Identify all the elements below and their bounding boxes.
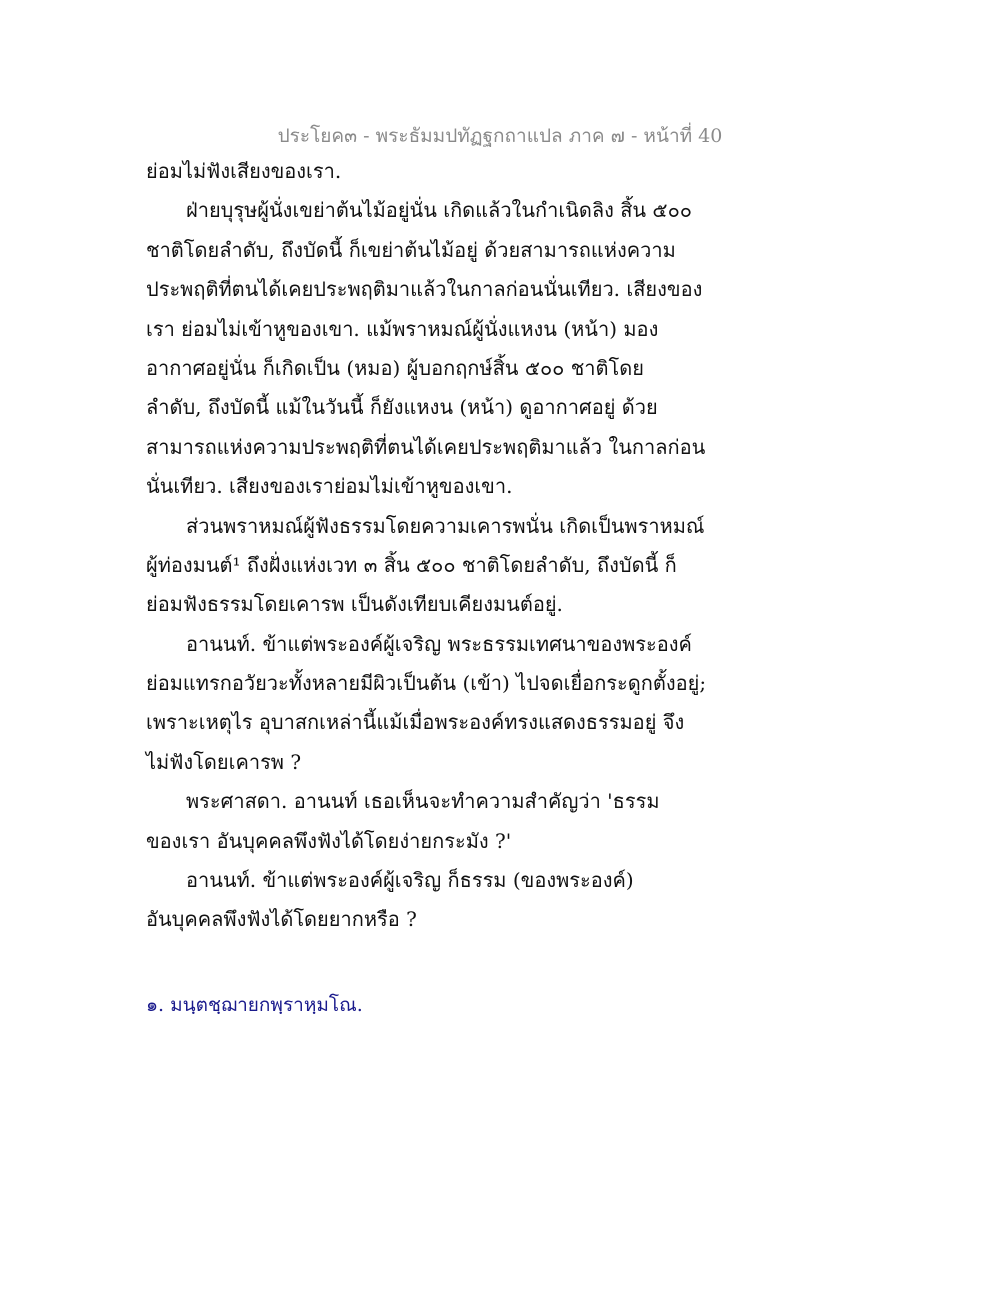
text-line: ของเรา อันบุคคลพึงฟังได้โดยง่ายกระมัง ?'	[146, 828, 512, 853]
text-line: ฝ่ายบุรุษผู้นั่งเขย่าต้นไม้อยู่นั่น เกิดแล้วในกำเนิดลิง สิ้น ๕๐๐	[186, 198, 692, 223]
footnote: ๑. มนฺตชฺฌายกพฺราหฺมโณ.	[146, 994, 363, 1016]
text-line: ลำดับ, ถึงบัดนี้ แม้ในวันนี้ ก็ยังแหงน (หน้า) ดูอากาศอยู่ ด้วย	[146, 395, 658, 420]
text-line: ย่อมไม่ฟังเสียงของเรา.	[146, 159, 342, 183]
text-line: ย่อมฟังธรรมโดยเคารพ เป็นดังเทียบเคียงมนต์อยู่.	[146, 592, 563, 617]
text-line: อากาศอยู่นั่น ก็เกิดเป็น (หมอ) ผู้บอกฤกษ์สิ้น ๕๐๐ ชาติโดย	[146, 355, 644, 380]
text-line: อานนท์. ข้าแต่พระองค์ผู้เจริญ พระธรรมเทศนาของพระองค์	[186, 631, 692, 656]
text-line: ย่อมแทรกอวัยวะทั้งหลายมีผิวเป็นต้น (เข้า) ไปจดเยื่อกระดูกตั้งอยู่;	[146, 671, 707, 696]
text-line: พระศาสดา. อานนท์ เธอเห็นจะทำความสำคัญว่า 'ธรรม	[186, 789, 660, 814]
text-line: ส่วนพราหมณ์ผู้ฟังธรรมโดยความเคารพนั่น เกิดเป็นพราหมณ์	[186, 513, 705, 538]
text-line: นั่นเทียว. เสียงของเราย่อมไม่เข้าหูของเขา.	[146, 474, 513, 499]
text-line: สามารถแห่งความประพฤติที่ตนได้เคยประพฤติมาแล้ว ในกาลก่อน	[146, 434, 706, 459]
text-line: อันบุคคลพึงฟังได้โดยยากหรือ ?	[146, 907, 417, 932]
running-header	[0, 121, 1000, 151]
text-line: อานนท์. ข้าแต่พระองค์ผู้เจริญ ก็ธรรม (ของพระองค์)	[186, 868, 634, 893]
text-line: ชาติโดยลำดับ, ถึงบัดนี้ ก็เขย่าต้นไม้อยู่ ด้วยสามารถแห่งความ	[146, 237, 676, 262]
body-text	[146, 152, 707, 940]
running-title: ประโยค๓ - พระธัมมปทัฏฐกถาแปล ภาค ๗ - หน้าที่ 40	[277, 125, 723, 147]
text-line: เรา ย่อมไม่เข้าหูของเขา. แม้พราหมณ์ผู้นั่งแหงน (หน้า) มอง	[146, 316, 659, 341]
text-line: ประพฤติที่ตนได้เคยประพฤติมาแล้วในกาลก่อนนั่นเทียว. เสียงของ	[146, 277, 703, 302]
text-line: ผู้ท่องมนต์¹ ถึงฝั่งแห่งเวท ๓ สิ้น ๕๐๐ ชาติโดยลำดับ, ถึงบัดนี้ ก็	[146, 552, 677, 577]
text-line: เพราะเหตุไร อุบาสกเหล่านี้แม้เมื่อพระองค์ทรงแสดงธรรมอยู่ จึง	[146, 710, 685, 735]
text-line: ไม่ฟังโดยเคารพ ?	[146, 749, 302, 774]
